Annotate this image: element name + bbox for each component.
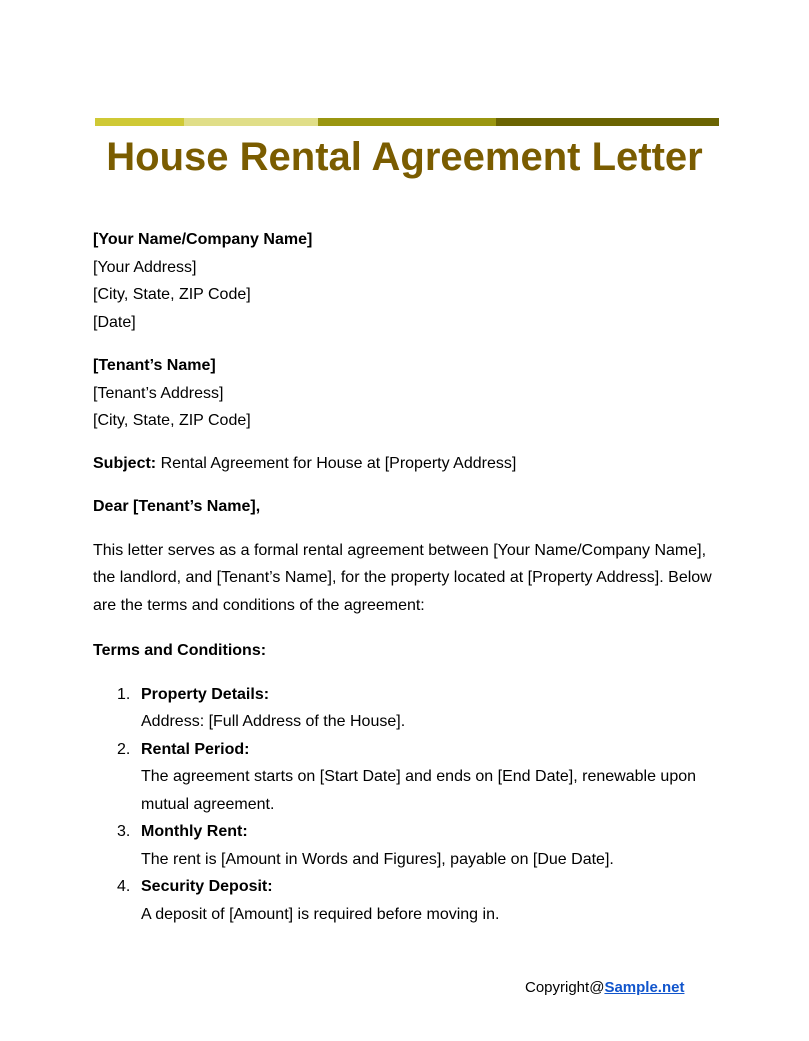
color-bar-segment-3: [318, 118, 496, 126]
sender-block: [93, 226, 719, 336]
header-color-bar: [95, 118, 719, 126]
term-number: 4.: [117, 878, 131, 895]
term-text: The rent is [Amount in Words and Figures], payable on [Due Date].: [141, 850, 614, 868]
term-title: Property Details:: [141, 685, 270, 703]
subject-label: Subject:: [93, 454, 157, 472]
term-item: [93, 818, 719, 873]
term-title: Rental Period:: [141, 740, 250, 758]
recipient-name: [Tenant’s Name]: [93, 357, 216, 374]
recipient-city: [City, State, ZIP Code]: [93, 412, 251, 429]
salutation: Dear [Tenant’s Name],: [93, 498, 261, 515]
intro-paragraph: This letter serves as a formal rental agreement between [Your Name/Company Name], the landlord, and [Tenant’s Name], for the property located at [Property Address]. Below are the terms and conditions of the agreement:: [93, 541, 712, 614]
term-text: Address: [Full Address of the House].: [141, 713, 406, 730]
term-number: 3.: [117, 823, 131, 840]
color-bar-segment-1: [95, 118, 184, 126]
term-item: [93, 736, 719, 819]
color-bar-segment-4: [496, 118, 719, 126]
recipient-address: [Tenant’s Address]: [93, 384, 224, 402]
footer-copyright: [525, 978, 684, 998]
term-title: Security Deposit:: [141, 878, 273, 895]
letter-date: [Date]: [93, 313, 136, 331]
term-text: A deposit of [Amount] is required before moving in.: [141, 905, 500, 923]
subject-text: Rental Agreement for House at [Property Address]: [156, 454, 517, 472]
page-title: House Rental Agreement Letter: [106, 135, 703, 179]
term-number: 1.: [117, 685, 131, 703]
subject-line: [93, 450, 719, 478]
term-title: Monthly Rent:: [141, 823, 248, 840]
sample-net-link[interactable]: Sample.net: [604, 979, 685, 996]
sender-name: [Your Name/Company Name]: [93, 231, 313, 248]
sender-city: [City, State, ZIP Code]: [93, 286, 251, 303]
term-item: [93, 681, 719, 736]
letter-body: [93, 226, 719, 928]
term-text: The agreement starts on [Start Date] and ends on [End Date], renewable upon mutual agreement.: [141, 768, 697, 813]
term-number: 2.: [117, 740, 131, 758]
terms-list: [93, 681, 719, 929]
copyright-text: Copyright@: [525, 979, 605, 996]
recipient-block: [93, 352, 719, 435]
terms-heading: Terms and Conditions:: [93, 642, 267, 659]
color-bar-segment-2: [184, 118, 318, 126]
term-item: [93, 873, 719, 928]
sender-address: [Your Address]: [93, 258, 197, 276]
